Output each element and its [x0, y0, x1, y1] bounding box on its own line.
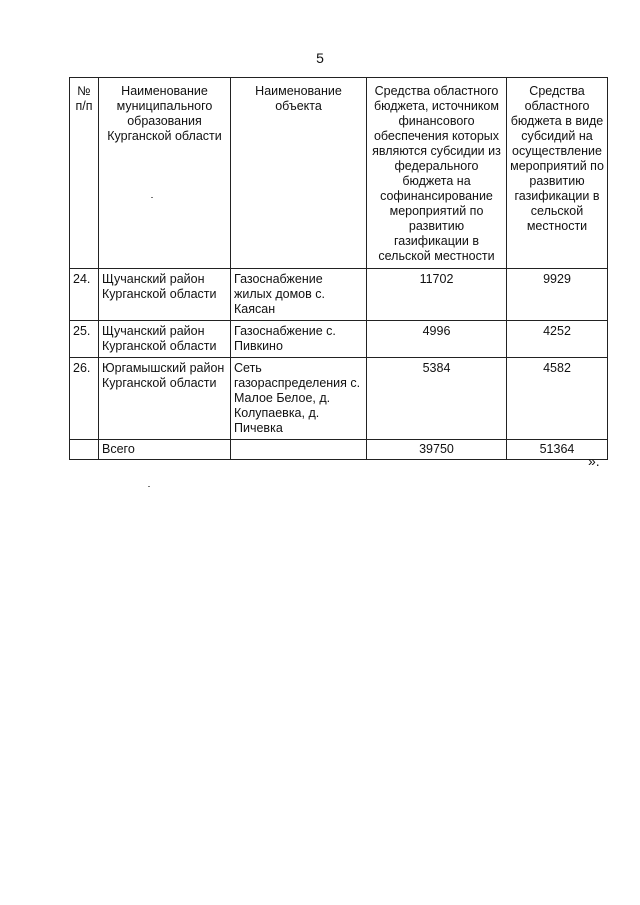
scan-speck: [148, 486, 150, 487]
table-header-row: [70, 78, 608, 269]
total-index-empty: [70, 440, 99, 460]
row-object: Газоснабжение с. Пивкино: [231, 321, 367, 358]
header-regional-subsidy: Средства областного бюджета в виде субсидий на осуществление мероприятий по развитию газификации в сельской местности: [507, 78, 608, 269]
scan-speck: [151, 197, 153, 198]
row-index: 24.: [70, 269, 99, 321]
row-object: Газоснабжение жилых домов с. Каясан: [231, 269, 367, 321]
total-row: [70, 440, 608, 460]
page-number: 5: [316, 50, 324, 66]
closing-quote-mark: ».: [588, 453, 600, 469]
row-regional-subsidy: 4252: [507, 321, 608, 358]
header-object: Наименование объекта: [231, 78, 367, 269]
row-municipality: Щучанский район Курганской области: [99, 269, 231, 321]
header-municipality: Наименование муниципального образования Курганской области: [99, 78, 231, 269]
row-index: 26.: [70, 358, 99, 440]
table-row: [70, 269, 608, 321]
header-federal-cofinancing: Средства областного бюджета, источником финансового обеспечения которых являются субсидии из федерального бюджета на софинансирование мероприятий по развитию газификации в сельской местности: [367, 78, 507, 269]
total-label: Всего: [99, 440, 231, 460]
total-object-empty: [231, 440, 367, 460]
total-federal-cofinancing: 39750: [367, 440, 507, 460]
table-row: [70, 321, 608, 358]
row-municipality: Щучанский район Курганской области: [99, 321, 231, 358]
header-index: № п/п: [70, 78, 99, 269]
row-regional-subsidy: 9929: [507, 269, 608, 321]
row-index: 25.: [70, 321, 99, 358]
total-regional-subsidy: 51364: [507, 440, 608, 460]
row-federal-cofinancing: 11702: [367, 269, 507, 321]
row-object: Сеть газораспределения с. Малое Белое, д. Колупаевка, д. Пичевка: [231, 358, 367, 440]
row-regional-subsidy: 4582: [507, 358, 608, 440]
row-municipality: Юргамышский район Курганской области: [99, 358, 231, 440]
gasification-funding-table: [69, 77, 608, 460]
row-federal-cofinancing: 5384: [367, 358, 507, 440]
table-row: [70, 358, 608, 440]
row-federal-cofinancing: 4996: [367, 321, 507, 358]
